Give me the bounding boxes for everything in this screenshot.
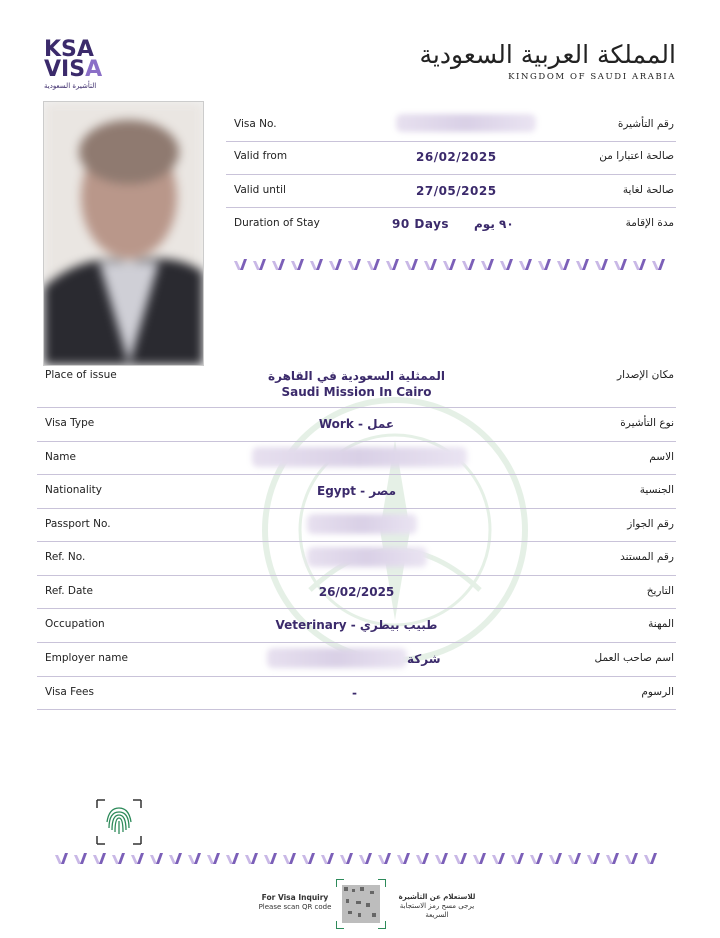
check-mark-icon xyxy=(548,852,563,865)
ref-date-label-en: Ref. Date xyxy=(45,585,93,597)
fingerprint-icon xyxy=(95,798,143,846)
employer-label-ar: اسم صاحب العمل xyxy=(594,652,674,664)
logo-line2 xyxy=(44,57,114,82)
visa-no-label-en: Visa No. xyxy=(234,118,277,130)
check-mark-icon xyxy=(301,852,316,865)
visa-no-label-ar: رقم التأشيرة xyxy=(617,118,674,130)
row-passport xyxy=(37,508,676,542)
fees-value: - xyxy=(352,686,357,700)
row-occupation xyxy=(37,608,676,643)
check-mark-icon xyxy=(537,258,552,271)
check-mark-icon xyxy=(404,258,419,271)
check-mark-icon xyxy=(366,258,381,271)
check-mark-icon xyxy=(168,852,183,865)
check-mark-icon xyxy=(556,258,571,271)
check-mark-icon xyxy=(434,852,449,865)
occupation-value: Veterinary - طبيب بيطري xyxy=(275,618,438,632)
check-mark-icon xyxy=(73,852,88,865)
check-mark-icon xyxy=(586,852,601,865)
check-mark-icon xyxy=(624,852,639,865)
check-mark-icon xyxy=(594,258,609,271)
check-mark-icon xyxy=(385,258,400,271)
visa-type-label-ar: نوع التأشيرة xyxy=(620,417,674,429)
valid-from-label-en: Valid from xyxy=(234,150,288,162)
employer-label-en: Employer name xyxy=(45,652,128,664)
place-value-ar: الممثلية السعودية في القاهرة xyxy=(268,369,445,383)
place-value-en: Saudi Mission In Cairo xyxy=(281,385,432,399)
name-label-en: Name xyxy=(45,451,76,463)
kingdom-arabic: المملكة العربية السعودية xyxy=(419,40,676,69)
logo-line2b: A xyxy=(85,57,103,82)
check-mark-icon xyxy=(309,258,324,271)
inquiry-en xyxy=(255,893,335,912)
visa-type-label-en: Visa Type xyxy=(45,417,95,429)
check-mark-icon xyxy=(244,852,259,865)
duration-value-ar: ٩٠ يوم xyxy=(474,217,514,231)
check-mark-icon xyxy=(320,852,335,865)
check-mark-icon xyxy=(54,852,69,865)
row-visa-type xyxy=(37,407,676,442)
redacted-name xyxy=(252,447,467,467)
place-label-ar: مكان الإصدار xyxy=(617,369,674,381)
check-mark-icon xyxy=(510,852,525,865)
valid-until-label-ar: صالحة لغاية xyxy=(622,184,674,196)
qr-code[interactable] xyxy=(336,879,386,929)
check-mark-icon xyxy=(423,258,438,271)
duration-value-en: 90 Days xyxy=(392,217,450,231)
valid-from-label-ar: صالحة اعتبارا من xyxy=(599,150,674,162)
check-mark-icon xyxy=(92,852,107,865)
occupation-label-en: Occupation xyxy=(45,618,105,630)
check-mark-icon xyxy=(461,258,476,271)
visa-type-value: Work - عمل xyxy=(318,417,395,431)
place-label-en: Place of issue xyxy=(45,369,117,381)
logo-arabic: التأشيرة السعودية xyxy=(44,82,97,90)
check-mark-icon xyxy=(377,852,392,865)
check-mark-icon xyxy=(328,258,343,271)
check-mark-icon xyxy=(472,852,487,865)
row-ref-date xyxy=(37,575,676,609)
inquiry-ar-sub: يرجى مسح رمز الاستجابة السريعة xyxy=(399,902,475,919)
check-mark-icon xyxy=(453,852,468,865)
check-mark-icon xyxy=(187,852,202,865)
inquiry-ar xyxy=(392,893,482,920)
inquiry-en-title: For Visa Inquiry xyxy=(261,893,329,902)
occupation-label-ar: المهنة xyxy=(648,618,674,630)
employer-value: شركة xyxy=(407,652,441,666)
check-mark-icon xyxy=(518,258,533,271)
fees-label-en: Visa Fees xyxy=(45,686,94,698)
valid-until-label-en: Valid until xyxy=(234,184,286,196)
check-mark-icon xyxy=(491,852,506,865)
redacted-employer xyxy=(267,648,407,668)
nationality-label-ar: الجنسية xyxy=(639,484,674,496)
ref-no-label-en: Ref. No. xyxy=(45,551,86,563)
logo-line1: KSA xyxy=(44,37,94,62)
name-label-ar: الاسم xyxy=(649,451,674,463)
check-mark-icon xyxy=(529,852,544,865)
check-mark-icon xyxy=(575,258,590,271)
valid-until-value: 27/05/2025 xyxy=(416,184,497,198)
check-mark-icon xyxy=(632,258,647,271)
row-place-of-issue xyxy=(37,364,676,408)
inquiry-en-sub: Please scan QR code xyxy=(258,903,332,911)
check-mark-icon xyxy=(613,258,628,271)
check-mark-icon xyxy=(499,258,514,271)
nationality-value: Egypt - مصر xyxy=(317,484,396,498)
row-visa-no xyxy=(226,108,676,142)
duration-label-ar: مدة الإقامة xyxy=(625,217,674,229)
check-mark-icon xyxy=(149,852,164,865)
fees-label-ar: الرسوم xyxy=(641,686,674,698)
valid-from-value: 26/02/2025 xyxy=(416,150,497,164)
ref-date-value: 26/02/2025 xyxy=(318,585,395,599)
check-mark-icon xyxy=(415,852,430,865)
row-nationality xyxy=(37,474,676,509)
check-mark-icon xyxy=(358,852,373,865)
inquiry-ar-title: للاستعلام عن التأشيرة xyxy=(398,893,476,901)
check-mark-icon xyxy=(282,852,297,865)
holder-photo xyxy=(43,101,204,366)
logo-line2a: VIS xyxy=(44,57,86,82)
check-strip-top xyxy=(233,258,666,271)
check-mark-icon xyxy=(290,258,305,271)
row-employer xyxy=(37,642,676,677)
check-mark-icon xyxy=(130,852,145,865)
row-name xyxy=(37,441,676,475)
redacted-ref-no xyxy=(307,547,427,567)
check-mark-icon xyxy=(643,852,658,865)
duration-label-en: Duration of Stay xyxy=(234,217,320,229)
check-mark-icon xyxy=(111,852,126,865)
redacted-visa-no xyxy=(396,114,536,132)
check-mark-icon xyxy=(271,258,286,271)
check-mark-icon xyxy=(233,258,248,271)
check-mark-icon xyxy=(252,258,267,271)
check-mark-icon xyxy=(263,852,278,865)
row-valid-from xyxy=(226,141,676,175)
check-mark-icon xyxy=(396,852,411,865)
check-mark-icon xyxy=(225,852,240,865)
row-valid-until xyxy=(226,174,676,208)
check-mark-icon xyxy=(347,258,362,271)
ksa-visa-logo xyxy=(44,37,114,90)
row-duration xyxy=(226,207,676,240)
row-visa-fees xyxy=(37,676,676,710)
check-mark-icon xyxy=(651,258,666,271)
check-mark-icon xyxy=(567,852,582,865)
kingdom-english: KINGDOM OF SAUDI ARABIA xyxy=(508,72,676,82)
ref-date-label-ar: التاريخ xyxy=(646,585,674,597)
nationality-label-en: Nationality xyxy=(45,484,103,496)
check-mark-icon xyxy=(442,258,457,271)
redacted-passport xyxy=(307,514,417,534)
passport-label-ar: رقم الجواز xyxy=(627,518,674,530)
passport-label-en: Passport No. xyxy=(45,518,111,530)
check-strip-bottom xyxy=(54,852,658,865)
check-mark-icon xyxy=(480,258,495,271)
ref-no-label-ar: رقم المستند xyxy=(620,551,674,563)
check-mark-icon xyxy=(339,852,354,865)
kingdom-header xyxy=(419,38,676,82)
check-mark-icon xyxy=(206,852,221,865)
row-ref-no xyxy=(37,541,676,576)
check-mark-icon xyxy=(605,852,620,865)
